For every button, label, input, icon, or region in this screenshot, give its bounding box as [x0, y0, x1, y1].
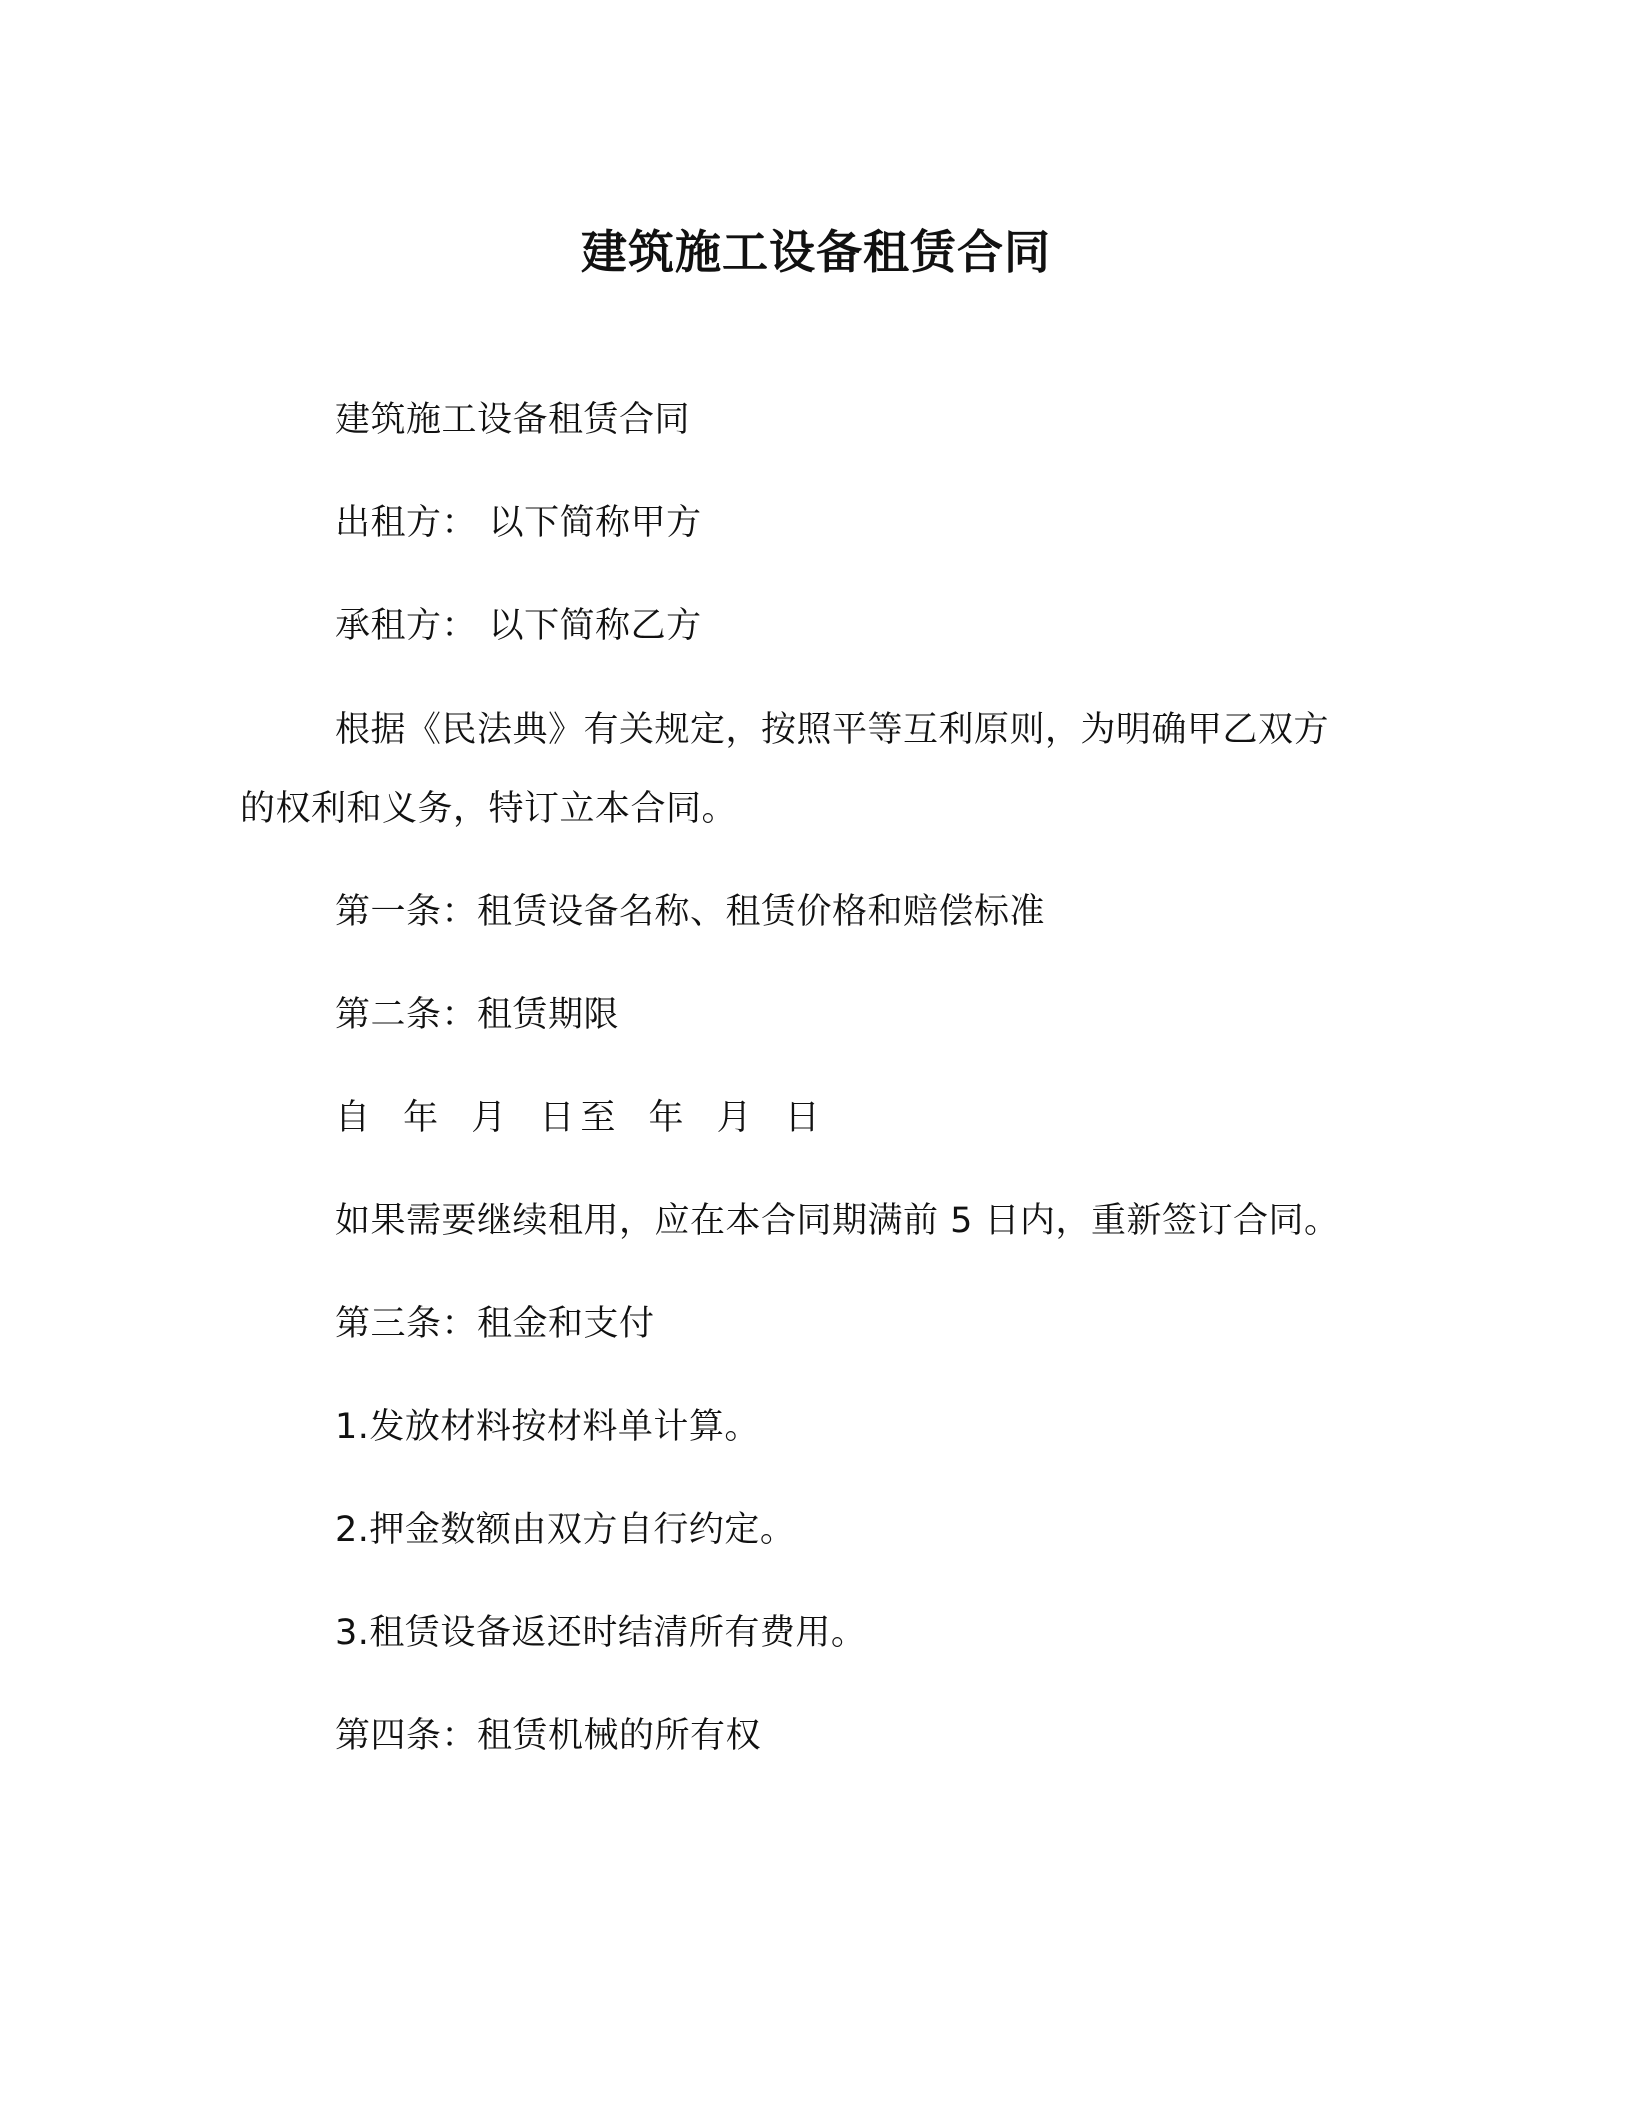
payment-item-3: 3.租赁设备返还时结清所有费用。	[335, 1613, 867, 1653]
lessor-line: 出租方： 以下简称甲方	[335, 503, 702, 543]
article-2-heading: 第二条：租赁期限	[335, 995, 620, 1035]
renewal-clause: 如果需要继续租用，应在本合同期满前 5 日内，重新签订合同。	[335, 1201, 1340, 1241]
preamble-line-1: 根据《民法典》有关规定，按照平等互利原则，为明确甲乙双方	[335, 710, 1330, 750]
article-3-heading: 第三条：租金和支付	[335, 1304, 655, 1344]
payment-item-2: 2.押金数额由双方自行约定。	[335, 1510, 796, 1550]
article-4-heading: 第四条：租赁机械的所有权	[335, 1716, 762, 1756]
lease-period-dates: 自 年 月 日至 年 月 日	[335, 1098, 826, 1138]
contract-heading: 建筑施工设备租赁合同	[335, 400, 691, 440]
payment-item-1: 1.发放材料按材料单计算。	[335, 1407, 760, 1447]
preamble-line-2: 的权利和义务，特订立本合同。	[240, 789, 738, 829]
lessee-line: 承租方： 以下简称乙方	[335, 606, 702, 646]
document-title: 建筑施工设备租赁合同	[581, 225, 1051, 279]
article-1-heading: 第一条：租赁设备名称、租赁价格和赔偿标准	[335, 892, 1046, 932]
